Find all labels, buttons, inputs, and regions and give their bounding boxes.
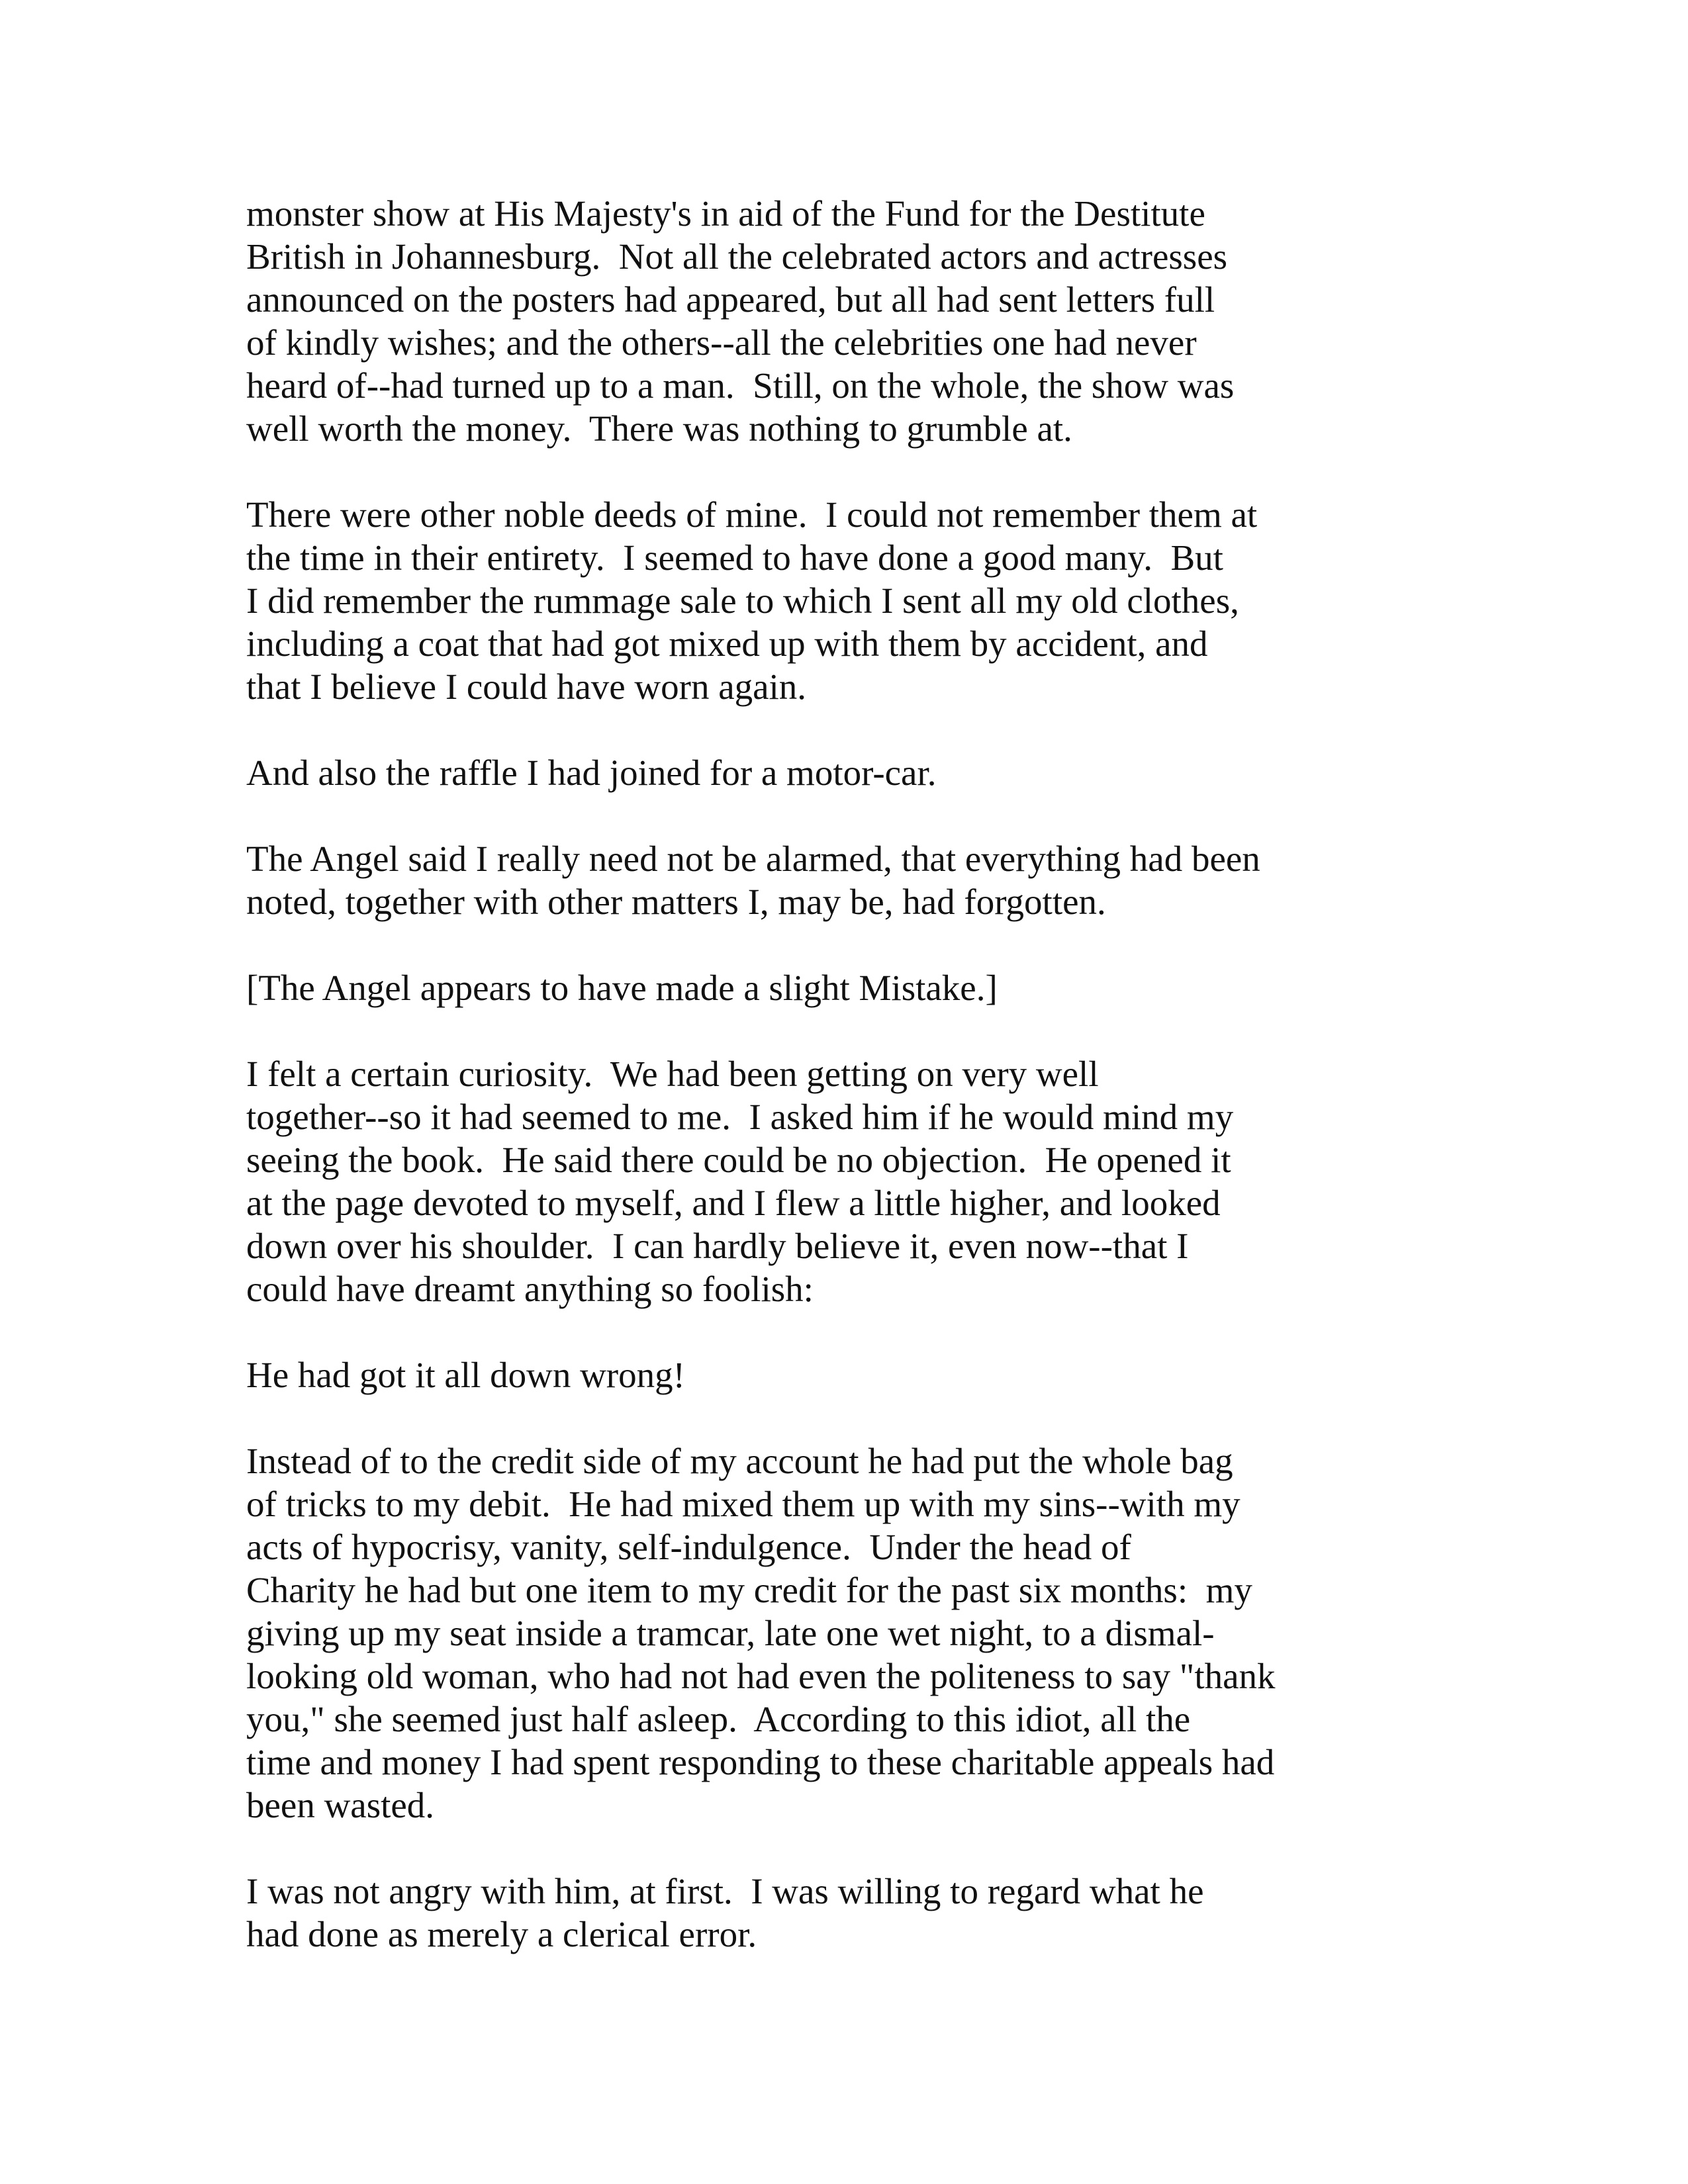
text-line: of tricks to my debit. He had mixed them up with my sins--with my — [246, 1484, 1241, 1524]
paragraph — [246, 192, 1372, 450]
text-line: [The Angel appears to have made a slight Mistake.] — [246, 968, 998, 1008]
text-line: announced on the posters had appeared, but all had sent letters full — [246, 279, 1215, 320]
text-line: together--so it had seemed to me. I asked him if he would mind my — [246, 1097, 1234, 1137]
text-line: Instead of to the credit side of my account he had put the whole bag — [246, 1441, 1233, 1481]
text-line: been wasted. — [246, 1785, 435, 1825]
text-line: And also the raffle I had joined for a motor-car. — [246, 752, 937, 793]
text-line: looking old woman, who had not had even the politeness to say "thank — [246, 1656, 1276, 1696]
text-line: British in Johannesburg. Not all the celebrated actors and actresses — [246, 236, 1228, 277]
text-line: down over his shoulder. I can hardly believe it, even now--that I — [246, 1226, 1189, 1266]
text-line: I was not angry with him, at first. I was willing to regard what he — [246, 1871, 1204, 1911]
text-line: Charity he had but one item to my credit for the past six months: my — [246, 1570, 1252, 1610]
paragraph — [246, 493, 1372, 708]
text-line: I felt a certain curiosity. We had been getting on very well — [246, 1054, 1099, 1094]
paragraph — [246, 1870, 1372, 1956]
text-line: could have dreamt anything so foolish: — [246, 1269, 814, 1309]
text-line: There were other noble deeds of mine. I could not remember them at — [246, 494, 1258, 535]
text-line: that I believe I could have worn again. — [246, 666, 807, 707]
paragraph — [246, 1052, 1372, 1310]
text-line: including a coat that had got mixed up with them by accident, and — [246, 623, 1208, 664]
text-line: of kindly wishes; and the others--all the celebrities one had never — [246, 322, 1197, 363]
text-line: had done as merely a clerical error. — [246, 1914, 757, 1954]
text-line: seeing the book. He said there could be no objection. He opened it — [246, 1140, 1231, 1180]
paragraph — [246, 751, 1372, 794]
text-line: the time in their entirety. I seemed to have done a good many. But — [246, 537, 1223, 578]
text-line: giving up my seat inside a tramcar, late one wet night, to a dismal- — [246, 1613, 1215, 1653]
text-line: He had got it all down wrong! — [246, 1355, 685, 1395]
text-line: acts of hypocrisy, vanity, self-indulgence. Under the head of — [246, 1527, 1131, 1567]
body-text — [246, 192, 1372, 1999]
text-line: you," she seemed just half asleep. According to this idiot, all the — [246, 1699, 1191, 1739]
text-line: monster show at His Majesty's in aid of the Fund for the Destitute — [246, 193, 1205, 234]
text-line: at the page devoted to myself, and I flew a little higher, and looked — [246, 1183, 1221, 1223]
paragraph — [246, 837, 1372, 923]
text-line: time and money I had spent responding to these charitable appeals had — [246, 1742, 1275, 1782]
text-line: The Angel said I really need not be alarmed, that everything had been — [246, 839, 1260, 879]
text-line: I did remember the rummage sale to which I sent all my old clothes, — [246, 580, 1239, 621]
text-line: well worth the money. There was nothing to grumble at. — [246, 408, 1072, 449]
paragraph — [246, 966, 1372, 1009]
paragraph — [246, 1439, 1372, 1827]
text-line: noted, together with other matters I, may be, had forgotten. — [246, 882, 1106, 922]
text-line: heard of--had turned up to a man. Still, on the whole, the show was — [246, 365, 1235, 406]
paragraph — [246, 1353, 1372, 1396]
